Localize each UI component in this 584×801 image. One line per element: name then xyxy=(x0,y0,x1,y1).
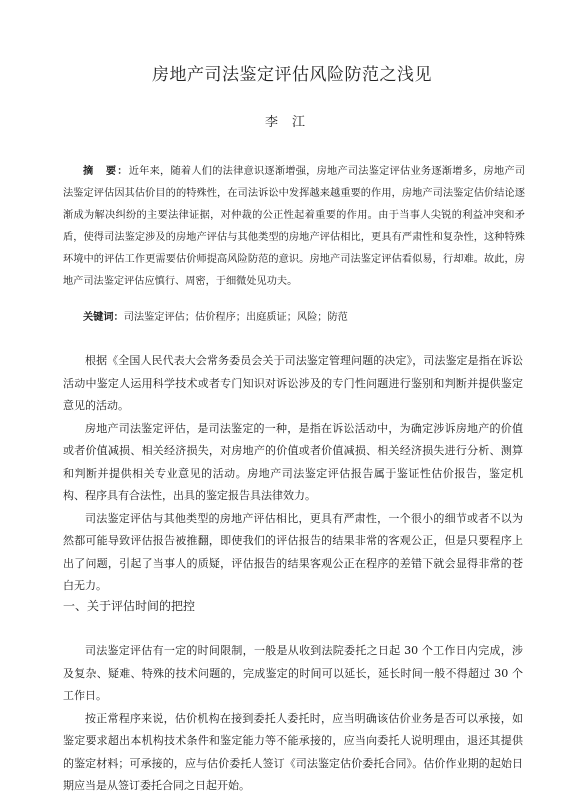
intro-section xyxy=(63,350,523,598)
paper-title: 房地产司法鉴定评估风险防范之浅见 xyxy=(152,65,432,85)
body-paragraph: 按正常程序来说，估价机构在接到委托人委托时，应当明确该估价业务是否可以承接，如鉴定要求超出本机构技术条件和鉴定能力等不能承接的，应当向委托人说明理由，退还其提供的鉴定材料；可承接的，应与估价委托人签订《司法鉴定估价委托合同》。估价作业期的起始日期应当是从签订委托合同之日起开始。 xyxy=(63,711,523,792)
section-heading: 一、关于评估时间的把控 xyxy=(63,599,196,613)
keywords-text: 司法鉴定评估；估价程序；出庭质证；风险；防范 xyxy=(123,312,348,323)
body-paragraph: 司法鉴定评估有一定的时间限制，一般是从收到法院委托之日起 30 个工作日内完成，涉及复杂、疑难、特殊的技术问题的，完成鉴定的时间可以延长，延长时间一般不得超过 30 个工作日。 xyxy=(63,644,523,702)
author-name: 李江 xyxy=(264,115,319,130)
keywords-label: 关键词： xyxy=(83,312,124,323)
abstract-text: 近年来，随着人们的法律意识逐渐增强，房地产司法鉴定评估业务逐渐增多，房地产司法鉴定评估因其估价目的的特殊性，在司法诉讼中发挥越来越重要的作用，房地产司法鉴定估价结论逐渐成为解决纠纷的主要法律证据，对仲裁的公正性起着重要的作用。由于当事人尖锐的利益冲突和矛盾，使得司法鉴定涉及的房地产评估与其他类型的房地产评估相比，更具有严肃性和复杂性，这种特殊环境中的评估工作更需要估价师提高风险防范的意识。房地产司法鉴定评估看似易，行却难。故此，房地产司法鉴定评估应慎行、周密，于细微处见功夫。 xyxy=(63,166,526,287)
section-body xyxy=(63,640,523,798)
abstract-label: 摘 要： xyxy=(83,166,129,177)
keywords xyxy=(63,308,525,328)
body-paragraph: 司法鉴定评估与其他类型的房地产评估相比，更具有严肃性，一个很小的细节或者不以为然都可能导致评估报告被推翻，即使我们的评估报告的结果非常的客观公正，但是只要程序上出了问题，引起了当事人的质疑，评估报告的结果客观公正在程序的差错下就会显得非常的苍白无力。 xyxy=(63,511,523,592)
abstract xyxy=(63,161,525,293)
body-paragraph: 房地产司法鉴定评估，是司法鉴定的一种，是指在诉讼活动中，为确定涉诉房地产的价值或者价值减损、相关经济损失，对房地产的价值或者价值减损、相关经济损失进行分析、测算和判断并提供相关专业意见的活动。房地产司法鉴定评估报告属于鉴证性估价报告，鉴定机构、程序具有合法性，出具的鉴定报告具法律效力。 xyxy=(63,421,523,502)
body-paragraph: 根据《全国人民代表大会常务委员会关于司法鉴定管理问题的决定》，司法鉴定是指在诉讼活动中鉴定人运用科学技术或者专门知识对诉讼涉及的专门性问题进行鉴别和判断并提供鉴定意见的活动。 xyxy=(63,354,523,412)
